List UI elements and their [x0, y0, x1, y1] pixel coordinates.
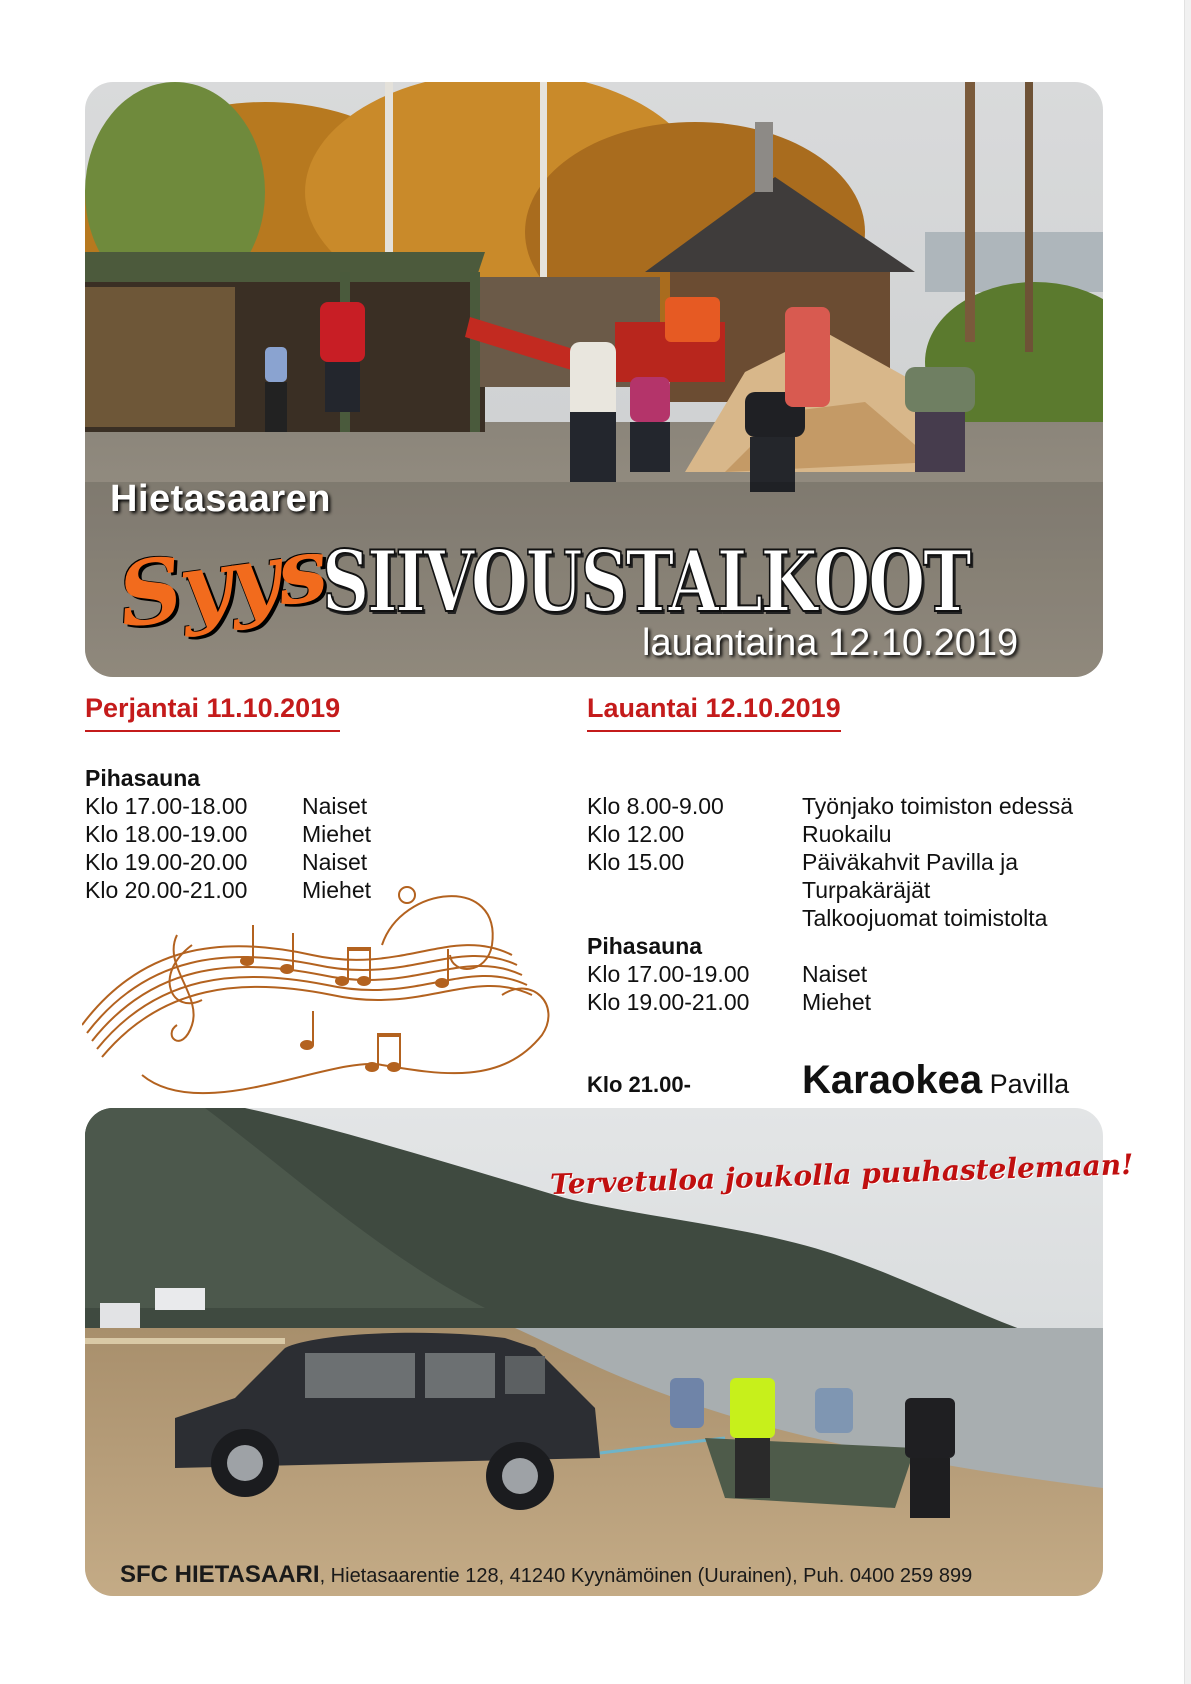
schedule-time: Klo 20.00-21.00 — [85, 877, 248, 903]
schedule-what: Talkoojuomat toimistolta — [802, 905, 1048, 931]
schedule-time: Klo 8.00-9.00 — [587, 793, 724, 819]
footer-address: , Hietasaarentie 128, 41240 Kyynämöinen (Uurainen), Puh. 0400 259 899 — [319, 1565, 973, 1587]
schedule-row — [85, 820, 371, 848]
schedule-who: Miehet — [802, 989, 872, 1015]
schedule-row — [587, 988, 871, 1016]
welcome-message: Tervetuloa joukolla puuhastelemaan! — [549, 1147, 1134, 1202]
schedule-what: Työnjako toimiston edessä — [802, 793, 1074, 819]
schedule-what: Turpakäräjät — [802, 877, 931, 903]
schedule-time — [587, 876, 802, 904]
schedule-time: Klo 18.00-19.00 — [85, 821, 248, 847]
schedule-time — [587, 904, 802, 932]
saturday-spacer — [587, 764, 1073, 792]
schedule-row — [587, 876, 1073, 904]
karaoke-word: Karaokea — [802, 1058, 983, 1102]
friday-heading: Perjantai 11.10.2019 — [85, 693, 340, 732]
schedule-who: Naiset — [302, 849, 368, 875]
schedule-row — [587, 820, 1073, 848]
schedule-what: Päiväkahvit Pavilla ja — [802, 849, 1019, 875]
footer-org-name: SFC HIETASAARI — [120, 1561, 320, 1588]
schedule-who: Miehet — [302, 877, 372, 903]
place-name: Hietasaaren — [110, 478, 331, 520]
schedule-time: Klo 17.00-19.00 — [587, 961, 750, 987]
schedule-who: Miehet — [302, 821, 372, 847]
schedule-row — [587, 960, 871, 988]
schedule-row — [85, 848, 371, 876]
friday-schedule — [85, 764, 371, 904]
schedule-row — [587, 904, 1073, 932]
schedule-time: Klo 17.00-18.00 — [85, 793, 248, 819]
karaoke-time: Klo 21.00- — [587, 1072, 691, 1097]
saturday-schedule — [587, 764, 1073, 932]
schedule-time: Klo 15.00 — [587, 849, 685, 875]
friday-sauna-label: Pihasauna — [85, 765, 201, 791]
saturday-heading: Lauantai 12.10.2019 — [587, 693, 841, 732]
syys-script-title: Syys — [111, 516, 332, 648]
saturday-sauna-label: Pihasauna — [587, 933, 703, 959]
saturday-sauna-schedule — [587, 932, 871, 1016]
karaoke-place: Pavilla — [989, 1069, 1070, 1099]
schedule-row — [85, 792, 371, 820]
schedule-time: Klo 19.00-20.00 — [85, 849, 248, 875]
schedule-row — [587, 792, 1073, 820]
footer-contact — [120, 1561, 972, 1589]
schedule-who: Naiset — [302, 793, 368, 819]
main-title: SIIVOUSTALKOOT — [322, 532, 970, 631]
music-notes-decoration-icon — [82, 885, 562, 1100]
schedule-what: Ruokailu — [802, 821, 892, 847]
event-date: lauantaina 12.10.2019 — [642, 622, 1019, 664]
schedule-time: Klo 12.00 — [587, 821, 685, 847]
schedule-time: Klo 19.00-21.00 — [587, 989, 750, 1015]
page-edge — [1184, 0, 1191, 1684]
schedule-row — [587, 848, 1073, 876]
karaoke-line — [802, 1058, 1069, 1103]
schedule-who: Naiset — [802, 961, 868, 987]
